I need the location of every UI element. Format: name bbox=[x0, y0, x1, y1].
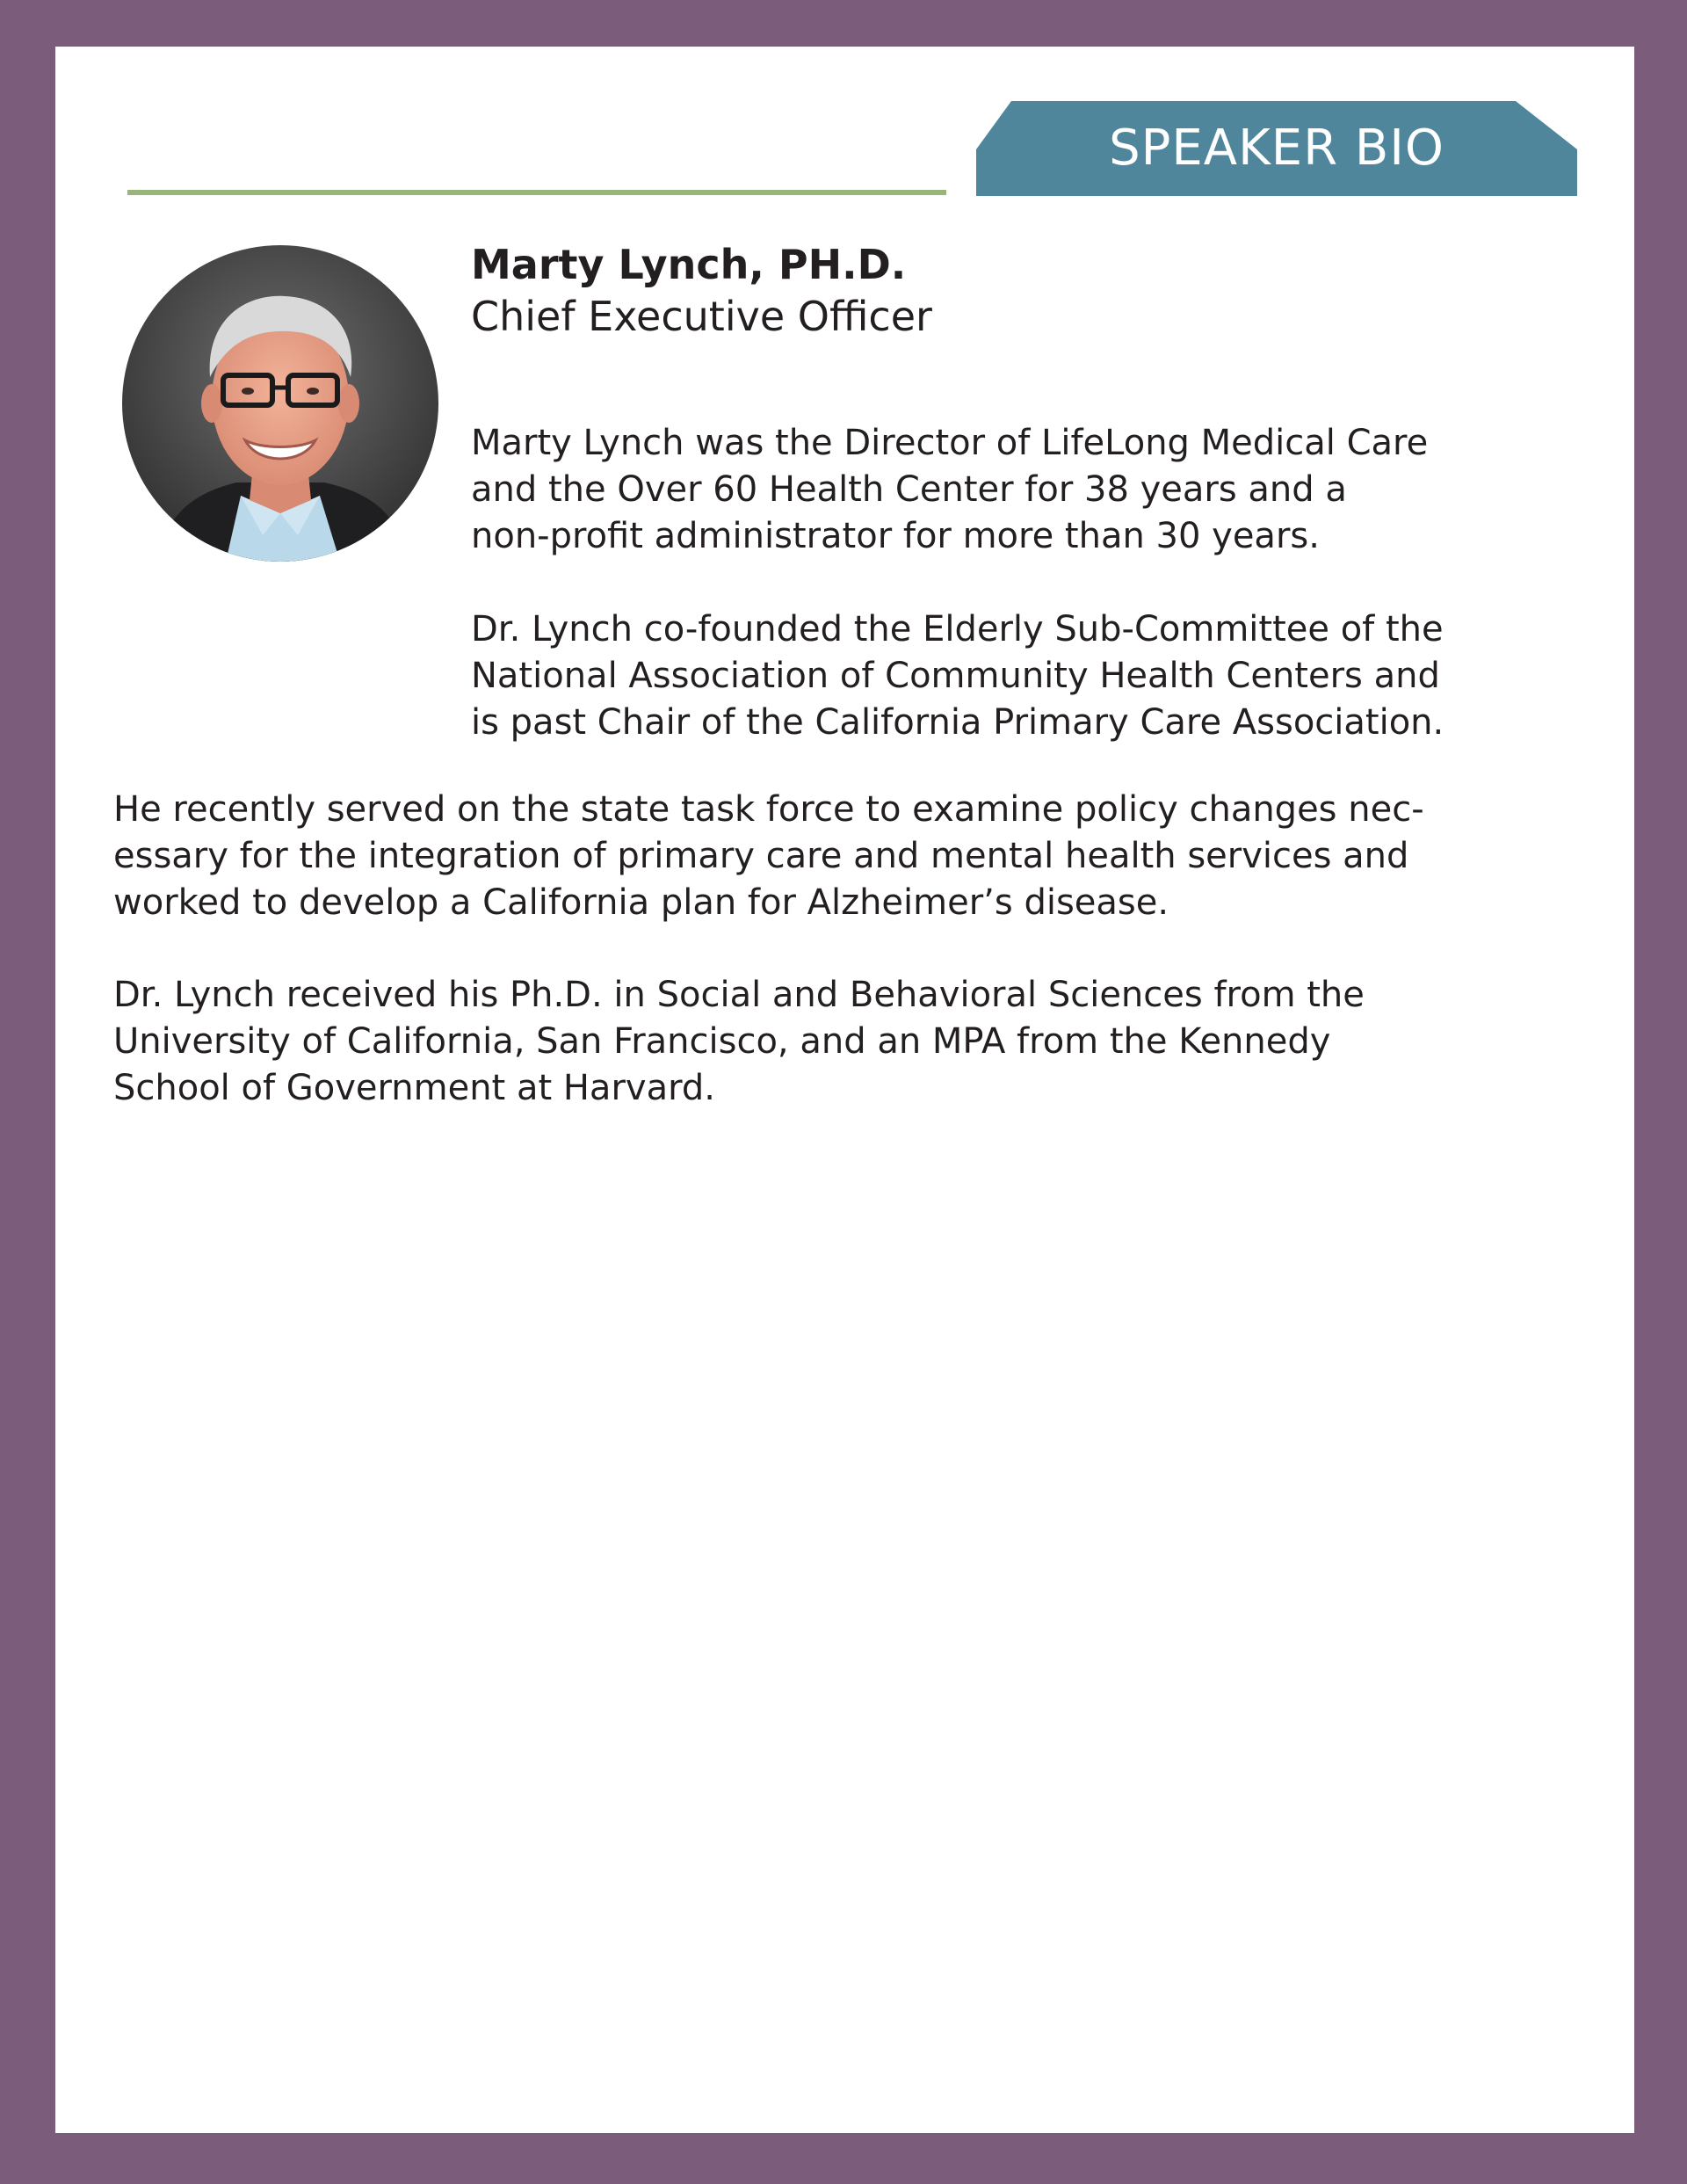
speaker-title: Chief Executive Officer bbox=[471, 293, 932, 340]
bio-paragraph: He recently served on the state task force to examine policy changes nec- essary for the integration of primary care and mental health services and worked to develop a California plan for Alzheimer’s disease. bbox=[113, 789, 1424, 923]
bio-paragraph: Dr. Lynch co-founded the Elderly Sub-Committee of the National Association of Community Health Centers and is past Chair of the California Primary Care Association. bbox=[471, 609, 1444, 743]
bio-paragraph: Marty Lynch was the Director of LifeLong Medical Care and the Over 60 Health Center for 38 years and a non-profit administrator for more than 30 years. bbox=[471, 423, 1429, 556]
header-divider bbox=[127, 190, 946, 195]
bio-paragraph: Dr. Lynch received his Ph.D. in Social and Behavioral Sciences from the University of California, San Francisco, and an MPA from the Kennedy School of Government at Harvard. bbox=[113, 975, 1365, 1108]
bio-page bbox=[55, 47, 1634, 2133]
speaker-name: Marty Lynch, PH.D. bbox=[471, 241, 907, 288]
speaker-portrait-image bbox=[122, 245, 438, 562]
banner-label: SPEAKER BIO bbox=[1109, 120, 1444, 177]
speaker-photo bbox=[122, 245, 438, 562]
speaker-bio-banner bbox=[976, 101, 1577, 196]
